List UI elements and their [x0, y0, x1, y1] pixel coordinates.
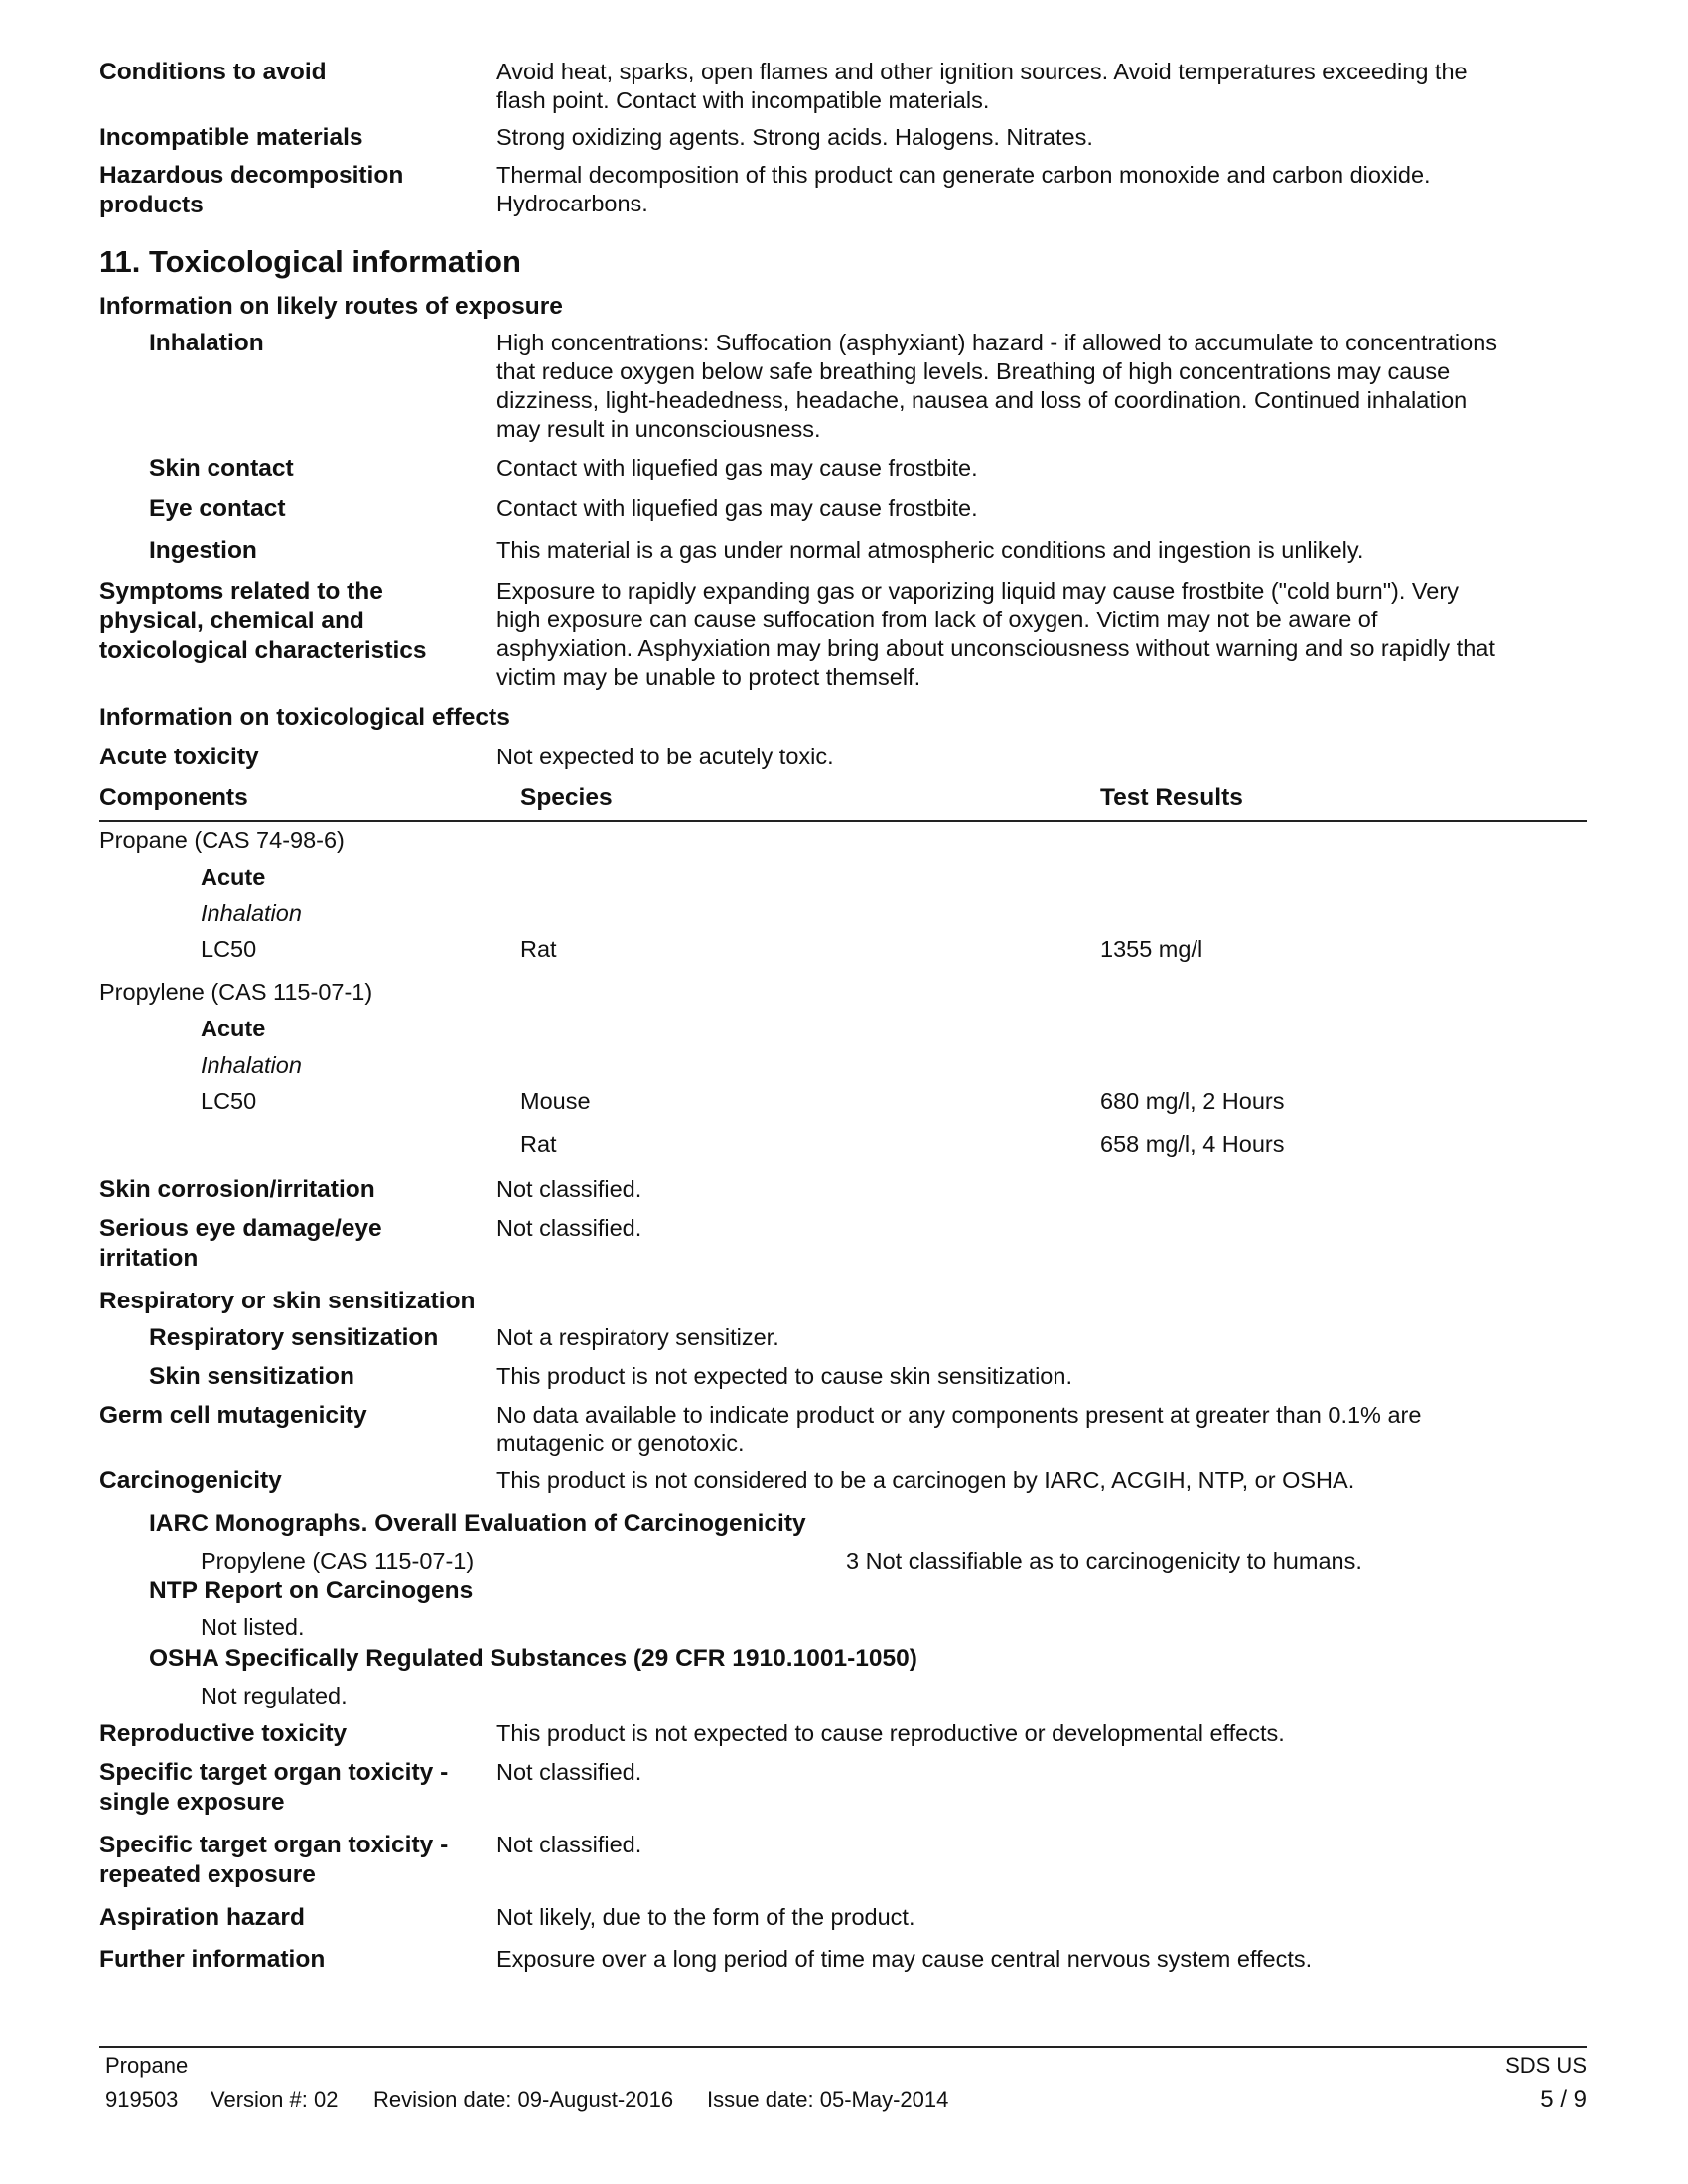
iarc-heading: IARC Monographs. Overall Evaluation of Carcinogenicity: [149, 1510, 806, 1537]
germ-cell-value: No data available to indicate product or any components present at greater than 0.1% are mutagenic or genotoxic.: [496, 1402, 1422, 1456]
symptoms-label: Symptoms related to the physical, chemical and toxicological characteristics: [99, 578, 427, 664]
symptoms-value: Exposure to rapidly expanding gas or vaporizing liquid may cause frostbite ("cold burn"). Very high exposure can cause suffocation from lack of oxygen. Victim may not be aware of asphyxiation. Asphyxiation may bring about unconsciousness without warning and so rapidly that victim may be unable to protect themself.: [496, 578, 1495, 690]
conditions-value: Avoid heat, sparks, open flames and other ignition sources. Avoid temperatures exceeding the flash point. Contact with incompatible materials.: [496, 59, 1468, 113]
respiratory-sensitization-label: Respiratory sensitization: [149, 1324, 439, 1351]
skin-sensitization-value: This product is not expected to cause skin sensitization.: [496, 1363, 1072, 1389]
footer-page-number: 5 / 9: [1540, 2086, 1587, 2113]
propylene-species-rat: Rat: [520, 1131, 557, 1157]
skin-contact-value: Contact with liquefied gas may cause frostbite.: [496, 455, 978, 480]
carcinogenicity-value: This product is not considered to be a carcinogen by IARC, ACGIH, NTP, or OSHA.: [496, 1467, 1355, 1493]
propylene-acute: Acute: [201, 1016, 266, 1041]
propylene-result-mouse: 680 mg/l, 2 Hours: [1100, 1088, 1285, 1114]
stot-single-label: Specific target organ toxicity - single exposure: [99, 1759, 449, 1816]
skin-sensitization-label: Skin sensitization: [149, 1363, 354, 1390]
skin-contact-label: Skin contact: [149, 455, 294, 481]
iarc-component: Propylene (CAS 115-07-1): [201, 1548, 475, 1573]
osha-value: Not regulated.: [201, 1683, 348, 1708]
inhalation-value: High concentrations: Suffocation (asphyxiant) hazard - if allowed to accumulate to concentrations that reduce oxygen below safe breathing levels. Breathing of high concentrations may cause dizziness, light-headedness, headache, nausea and loss of coordination. Continued inhalation may result in unconsciousness.: [496, 330, 1498, 442]
ingestion-value: This material is a gas under normal atmospheric conditions and ingestion is unlikely.: [496, 537, 1364, 563]
stot-single-value: Not classified.: [496, 1759, 642, 1785]
ntp-heading: NTP Report on Carcinogens: [149, 1577, 474, 1604]
eye-contact-value: Contact with liquefied gas may cause frostbite.: [496, 495, 978, 521]
footer-doc-id: 919503: [105, 2087, 179, 2112]
skin-corrosion-label: Skin corrosion/irritation: [99, 1176, 375, 1203]
eye-damage-value: Not classified.: [496, 1215, 642, 1241]
propylene-test: LC50: [201, 1088, 257, 1114]
carcinogenicity-label: Carcinogenicity: [99, 1467, 282, 1494]
propane-result: 1355 mg/l: [1100, 936, 1203, 962]
incompatible-value: Strong oxidizing agents. Strong acids. Halogens. Nitrates.: [496, 124, 1093, 150]
respiratory-sensitization-value: Not a respiratory sensitizer.: [496, 1324, 779, 1350]
ingestion-label: Ingestion: [149, 537, 257, 564]
decomposition-value: Thermal decomposition of this product can generate carbon monoxide and carbon dioxide. Hydrocarbons.: [496, 162, 1431, 216]
reproductive-label: Reproductive toxicity: [99, 1720, 348, 1747]
table-header-components: Components: [99, 784, 248, 811]
propane-route: Inhalation: [201, 900, 302, 926]
propylene-route: Inhalation: [201, 1052, 302, 1078]
effects-heading: Information on toxicological effects: [99, 704, 510, 731]
inhalation-label: Inhalation: [149, 330, 264, 356]
ntp-value: Not listed.: [201, 1614, 305, 1640]
stot-repeated-value: Not classified.: [496, 1832, 642, 1857]
eye-damage-label: Serious eye damage/eye irritation: [99, 1215, 382, 1272]
germ-cell-label: Germ cell mutagenicity: [99, 1402, 367, 1429]
aspiration-value: Not likely, due to the form of the product.: [496, 1904, 915, 1930]
propane-acute: Acute: [201, 864, 266, 889]
section-title: 11. Toxicological information: [99, 244, 521, 279]
footer-product: Propane: [105, 2053, 189, 2078]
propane-component: Propane (CAS 74-98-6): [99, 827, 345, 853]
acute-toxicity-value: Not expected to be acutely toxic.: [496, 744, 834, 769]
footer-rule: [99, 2046, 1587, 2048]
iarc-result: 3 Not classifiable as to carcinogenicity to humans.: [846, 1548, 1362, 1573]
acute-toxicity-label: Acute toxicity: [99, 744, 259, 770]
eye-contact-label: Eye contact: [149, 495, 286, 522]
routes-heading: Information on likely routes of exposure: [99, 293, 563, 320]
stot-repeated-label: Specific target organ toxicity - repeated exposure: [99, 1832, 449, 1888]
further-info-value: Exposure over a long period of time may cause central nervous system effects.: [496, 1946, 1313, 1972]
propane-test: LC50: [201, 936, 257, 962]
propylene-component: Propylene (CAS 115-07-1): [99, 979, 373, 1005]
table-header-test-results: Test Results: [1100, 784, 1243, 811]
footer-issue-date: Issue date: 05-May-2014: [707, 2087, 949, 2112]
propylene-result-rat: 658 mg/l, 4 Hours: [1100, 1131, 1285, 1157]
reproductive-value: This product is not expected to cause reproductive or developmental effects.: [496, 1720, 1285, 1746]
footer-revision-date: Revision date: 09-August-2016: [373, 2087, 674, 2112]
propane-species: Rat: [520, 936, 557, 962]
sensitization-heading: Respiratory or skin sensitization: [99, 1288, 476, 1314]
further-info-label: Further information: [99, 1946, 326, 1973]
propylene-species-mouse: Mouse: [520, 1088, 591, 1114]
aspiration-label: Aspiration hazard: [99, 1904, 305, 1931]
footer-doc-type: SDS US: [1505, 2053, 1587, 2078]
conditions-label: Conditions to avoid: [99, 59, 327, 85]
osha-heading: OSHA Specifically Regulated Substances (29 CFR 1910.1001-1050): [149, 1645, 917, 1672]
table-header-rule: [99, 820, 1587, 822]
table-header-species: Species: [520, 784, 613, 811]
decomposition-label: Hazardous decomposition products: [99, 162, 404, 218]
footer-version: Version #: 02: [211, 2087, 339, 2112]
incompatible-label: Incompatible materials: [99, 124, 363, 151]
skin-corrosion-value: Not classified.: [496, 1176, 642, 1202]
